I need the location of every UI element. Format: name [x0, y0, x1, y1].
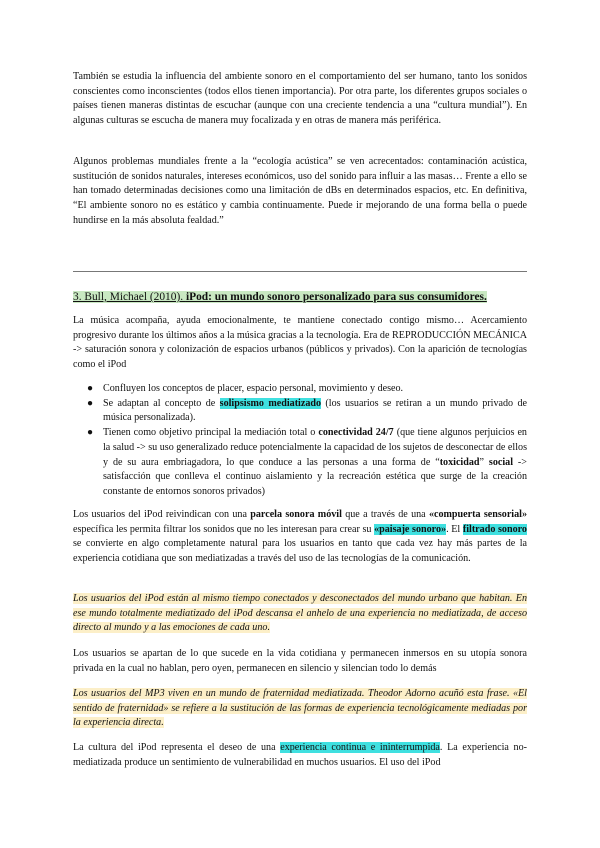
bullet-icon: ● [87, 383, 94, 394]
bullet-text: Se adaptan al concepto de [103, 397, 220, 409]
text-run: se convierte en algo completamente natural para los usuarios en tanto que cada vez hay más partes de la experiencia cotidiana que son mediatizadas a través del uso de las tecnologías de la comunicación. [73, 538, 527, 565]
bold-compuerta-sensorial: «compuerta sensorial» [428, 509, 528, 520]
heading-number-author: 3. Bull, Michael (2010). [73, 291, 186, 303]
list-item [73, 397, 527, 426]
quote-text: Los usuarios del iPod están al mismo tiempo conectados y desconectados del mundo urbano que habitan. En ese mundo totalmente mediatizado del iPod descansa el anhelo de una experiencia no mediatizada, de acceso directo al mundo y a las emociones de cada uno. [73, 593, 527, 634]
bold-conectividad: conectividad 24/7 [318, 427, 394, 439]
quote-text: . Theodor Adorno acuñó esta frase. «El sentido de fraternidad» se refiere a la sustitución de las formas de experiencia tecnológicamente mediadas por la experiencia directa. [73, 688, 527, 729]
bullet-icon: ● [87, 427, 94, 439]
highlight-experiencia-continua: experiencia continua e ininterrumpida [280, 742, 440, 753]
bold-social: social [488, 456, 514, 468]
paragraph-ambiente-sonoro: También se estudia la influencia del ambiente sonoro en el comportamiento del ser humano, tanto los sonidos conscientes como inconscientes (todos ellos tienen importancia). Por otra parte, los diferentes grupos sociales o países tienen maneras distintas de escuchar (aunque con una creciente tendencia a una “cultura mundial”). En algunas culturas se escucha de manera muy focalizada y en otras de manera más periférica. [73, 71, 527, 127]
bullet-text: Tienen como objetivo principal la mediación total o [103, 427, 319, 439]
highlight-solipsismo: solipsismo mediatizado [219, 397, 322, 409]
bullet-icon: ● [87, 397, 94, 409]
bold-parcela-sonora: parcela sonora móvil [250, 509, 342, 520]
quote-text: Los usuarios del MP3 viven en un mundo de [73, 688, 264, 699]
paragraph-usuarios-ipod [73, 508, 527, 567]
bullet-text: (los usuarios se retiran a un mundo privado de música personalizada). [103, 397, 527, 424]
quote-fraternidad [73, 687, 527, 731]
text-run: Los usuarios del iPod reivindican con una [73, 509, 251, 520]
list-item [73, 382, 527, 397]
bullet-text: Confluyen los conceptos de placer, espacio personal, movimiento y deseo. [103, 383, 404, 394]
section-heading [73, 290, 527, 305]
quote-conectados-desconectados [73, 592, 527, 636]
bullet-text: -> satisfacción que conlleva el continuo aislamiento y la recreación estética que surge de la creación constante de entornos sonoros privados) [103, 456, 527, 497]
highlight-filtrado-sonoro: filtrado sonoro [462, 523, 527, 535]
text-run: . El [446, 523, 463, 535]
highlight-fraternidad-mediatizada: fraternidad mediatizada [263, 688, 362, 699]
paragraph-cultura-ipod [73, 741, 527, 770]
bullet-text: (que tiene algunos perjuicios en la salud -> su uso generalizado reduce potencialmente la capacidad de los sujetos de desconectar de ellos y de su aura embriagadora, lo que conduce a las personas a una forma de “ [103, 427, 527, 468]
heading-title: iPod: un mundo sonoro personalizado para sus consumidores. [185, 291, 487, 303]
paragraph-ecologia-acustica: Algunos problemas mundiales frente a la “ecología acústica” se ven acrecentados: contaminación acústica, sustitución de sonidos naturales, intereses económicos, uso del sonido para influir a las masas… Frente a ello se han tomado determinadas decisiones como una limitación de dBs en determinados espacios, etc. En definitiva, “El ambiente sonoro no es estático y cambia continuamente. Puede ir mejorando de una forma bella o puede hundirse en la más absoluta fealdad.” [73, 156, 527, 226]
text-run: específica les permita filtrar los sonidos que no les interesan para crear su [73, 523, 375, 535]
highlight-paisaje-sonoro: «paisaje sonoro» [374, 523, 447, 535]
bullet-text: ” [479, 456, 489, 468]
list-item [73, 426, 527, 500]
text-run: . La experiencia no-mediatizada produce un sentimiento de vulnerabilidad en muchos usuarios. El uso del iPod [73, 742, 527, 768]
text-run: La cultura del iPod representa el deseo de una [73, 742, 281, 753]
paragraph-utopia-sonora: Los usuarios se apartan de lo que sucede en la vida cotidiana y permanecen inmersos en su utopía sonora privada en la cual no hablan, pero oyen, permanecen en silencio y silencian todo lo demás [73, 648, 527, 674]
paragraph-musica-acompana: La música acompaña, ayuda emocionalmente, te mantiene conectado contigo mismo… Acercamiento progresivo durante los últimos años a la música gracias a la tecnología. Era de REPRODUCCIÓN MECÁNICA -> saturación sonora y colonización de espacios urbanos (públicos y privados). Con la aparición de tecnologías como el iPod [73, 315, 527, 371]
text-run: que a través de una [341, 509, 429, 520]
bold-toxicidad: toxicidad [439, 456, 480, 468]
section-divider [73, 271, 527, 272]
bullet-list [73, 382, 527, 500]
